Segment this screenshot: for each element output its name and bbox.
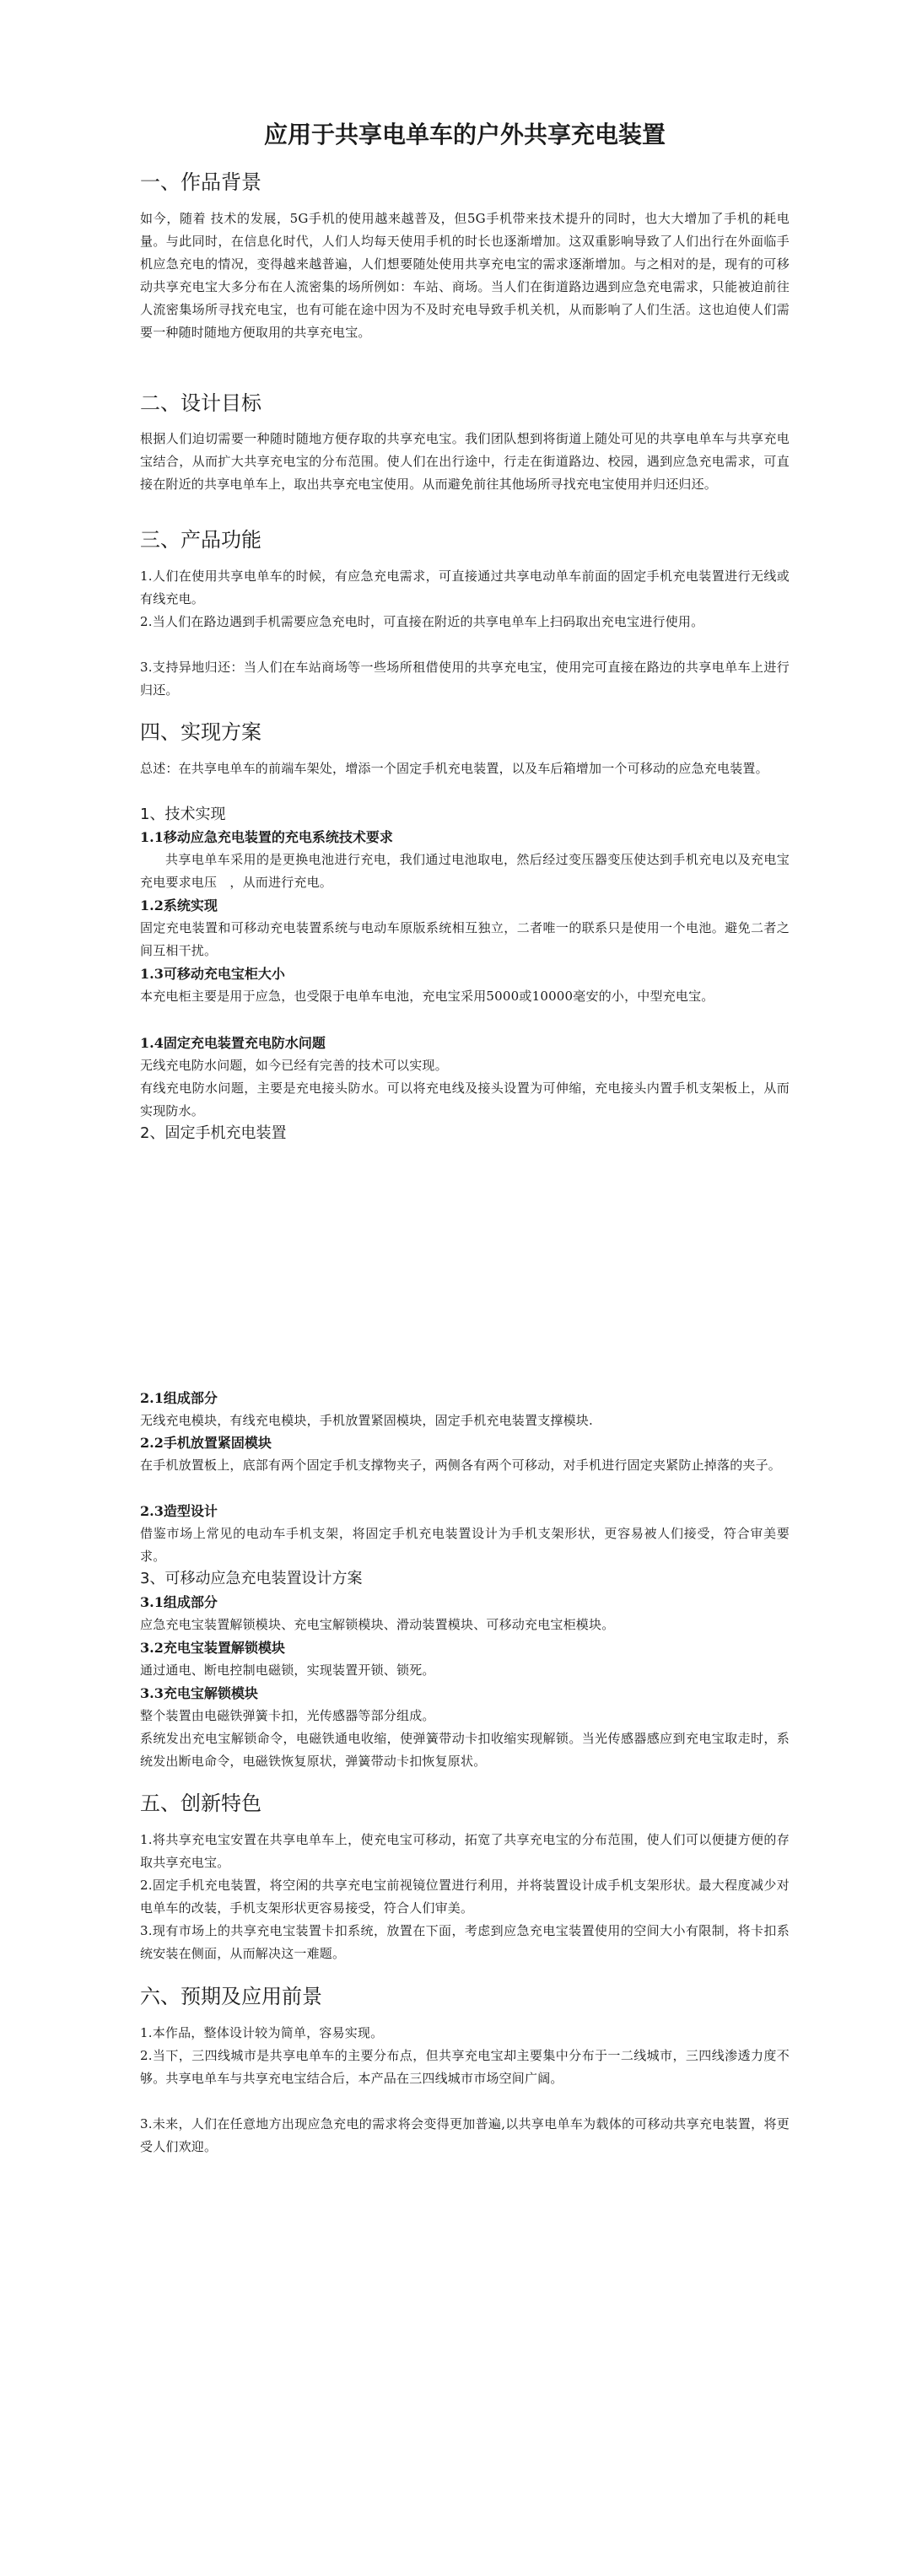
paragraph-1-4a: 无线充电防水问题，如今已经有完善的技术可以实现。 bbox=[140, 1058, 448, 1073]
paragraph-1-3: 本充电柜主要是用于应急，也受限于电单车电池，充电宝采用5000或10000毫安的小，中型充电宝。 bbox=[140, 989, 714, 1004]
background-paragraph: 如今，随着 技术的发展，5G手机的使用越来越普及，但5G手机带来技术提升的同时，也大大增加了手机的耗电量。与此同时，在信息化时代，人们人均每天使用手机的时长也逐渐增加。这双重影响导致了人们出行在外面临手机应急充电的情况，变得越来越普遍，人们想要随处使用共享充电宝的需求逐渐增加。与之相对的是，现有的可移动共享充电宝大多分布在人流密集的场所例如：车站、商场。当人们在街道路边遇到应急充电需求，只能被迫前往人流密集场所寻找充电宝，也有可能在途中因为不及时充电导致手机关机，从而影响了人们生活。这也迫使人们需要一种随时随地方便取用的共享充电宝。 bbox=[140, 211, 790, 340]
heading-1-2: 1.2系统实现 bbox=[140, 897, 218, 913]
implementation-summary: 总述：在共享电单车的前端车架处，增添一个固定手机充电装置，以及车后箱增加一个可移动的应急充电装置。 bbox=[140, 761, 768, 776]
section-heading-functions: 三、产品功能 bbox=[140, 528, 261, 552]
blank-figure-area bbox=[140, 1149, 790, 1383]
innovation-item-1: 1.将共享充电宝安置在共享电单车上，使充电宝可移动，拓宽了共享充电宝的分布范围，使人们可以便捷方便的存取共享充电宝。 bbox=[140, 1832, 790, 1870]
subsection-tech: 1、技术实现 bbox=[140, 806, 226, 823]
innovation-item-2: 2.固定手机充电装置，将空闲的共享充电宝前视镜位置进行利用，并将装置设计成手机支架形状。最大程度减少对电单车的改装，手机支架形状更容易接受，符合人们审美。 bbox=[140, 1878, 790, 1916]
heading-2-2: 2.2手机放置紧固模块 bbox=[140, 1435, 272, 1451]
innovation-item-3: 3.现有市场上的共享充电宝装置卡扣系统，放置在下面，考虑到应急充电宝装置使用的空间大小有限制，将卡扣系统安装在侧面，从而解决这一难题。 bbox=[140, 1923, 790, 1961]
section-heading-implementation: 四、实现方案 bbox=[140, 720, 261, 744]
paragraph-1-1: 共享电单车采用的是更换电池进行充电，我们通过电池取电，然后经过变压器变压使达到手机充电以及充电宝充电要求电压 ，从而进行充电。 bbox=[140, 852, 790, 890]
subsection-fixed-charger: 2、固定手机充电装置 bbox=[140, 1124, 287, 1142]
paragraph-2-1: 无线充电模块，有线充电模块，手机放置紧固模块，固定手机充电装置支撑模块. bbox=[140, 1413, 593, 1428]
paragraph-3-3a: 整个装置由电磁铁弹簧卡扣，光传感器等部分组成。 bbox=[140, 1708, 435, 1723]
heading-3-3: 3.3充电宝解锁模块 bbox=[140, 1685, 258, 1701]
paragraph-1-2: 固定充电装置和可移动充电装置系统与电动车原版系统相互独立，二者唯一的联系只是使用一个电池。避免二者之间互相干扰。 bbox=[140, 920, 790, 958]
heading-1-4: 1.4固定充电装置充电防水问题 bbox=[140, 1035, 326, 1051]
paragraph-3-2: 通过通电、断电控制电磁锁，实现装置开锁、锁死。 bbox=[140, 1663, 435, 1678]
section-heading-background: 一、作品背景 bbox=[140, 170, 261, 194]
section-heading-goals: 二、设计目标 bbox=[140, 391, 261, 415]
outlook-item-3: 3.未来，人们在任意地方出现应急充电的需求将会变得更加普遍,以共享电单车为载体的可移动共享充电装置，将更受人们欢迎。 bbox=[140, 2116, 790, 2154]
paragraph-2-3: 借鉴市场上常见的电动车手机支架，将固定手机充电装置设计为手机支架形状，更容易被人们接受，符合审美要求。 bbox=[140, 1526, 790, 1564]
subsection-mobile-charger: 3、可移动应急充电装置设计方案 bbox=[140, 1570, 363, 1587]
function-item-3: 3.支持异地归还：当人们在车站商场等一些场所租借使用的共享充电宝，使用完可直接在路边的共享电单车上进行归还。 bbox=[140, 660, 790, 698]
paragraph-1-4b: 有线充电防水问题，主要是充电接头防水。可以将充电线及接头设置为可伸缩，充电接头内置手机支架板上，从而实现防水。 bbox=[140, 1081, 790, 1118]
heading-3-2: 3.2充电宝装置解锁模块 bbox=[140, 1640, 285, 1656]
heading-2-3: 2.3造型设计 bbox=[140, 1503, 218, 1519]
outlook-item-2: 2.当下，三四线城市是共享电单车的主要分布点，但共享充电宝却主要集中分布于一二线城市，三四线渗透力度不够。共享电单车与共享充电宝结合后，本产品在三四线城市市场空间广阔。 bbox=[140, 2048, 790, 2086]
paragraph-3-1: 应急充电宝装置解锁模块、充电宝解锁模块、滑动装置模块、可移动充电宝柜模块。 bbox=[140, 1617, 615, 1632]
paragraph-3-3b: 系统发出充电宝解锁命令，电磁铁通电收缩，使弹簧带动卡扣收缩实现解锁。当光传感器感应到充电宝取走时，系统发出断电命令，电磁铁恢复原状，弹簧带动卡扣恢复原状。 bbox=[140, 1731, 790, 1769]
function-item-2: 2.当人们在路边遇到手机需要应急充电时，可直接在附近的共享电单车上扫码取出充电宝进行使用。 bbox=[140, 614, 704, 629]
outlook-item-1: 1.本作品，整体设计较为简单，容易实现。 bbox=[140, 2025, 384, 2040]
heading-2-1: 2.1组成部分 bbox=[140, 1390, 218, 1406]
paragraph-2-2: 在手机放置板上，底部有两个固定手机支撑物夹子，两侧各有两个可移动，对手机进行固定夹紧防止掉落的夹子。 bbox=[140, 1458, 782, 1473]
goals-paragraph: 根据人们迫切需要一种随时随地方便存取的共享充电宝。我们团队想到将街道上随处可见的共享电单车与共享充电宝结合，从而扩大共享充电宝的分布范围。使人们在出行途中，行走在街道路边、校园，遇到应急充电需求，可直接在附近的共享电单车上，取出共享充电宝使用。从而避免前往其他场所寻找充电宝使用并归还归还。 bbox=[140, 431, 790, 492]
section-heading-innovation: 五、创新特色 bbox=[140, 1792, 261, 1815]
document-title: 应用于共享电单车的户外共享充电装置 bbox=[263, 121, 666, 148]
section-heading-outlook: 六、预期及应用前景 bbox=[140, 1985, 322, 2008]
function-item-1: 1.人们在使用共享电单车的时候，有应急充电需求，可直接通过共享电动单车前面的固定手机充电装置进行无线或有线充电。 bbox=[140, 569, 790, 606]
heading-1-3: 1.3可移动充电宝柜大小 bbox=[140, 966, 285, 982]
heading-3-1: 3.1组成部分 bbox=[140, 1594, 218, 1610]
heading-1-1: 1.1移动应急充电装置的充电系统技术要求 bbox=[140, 829, 393, 845]
